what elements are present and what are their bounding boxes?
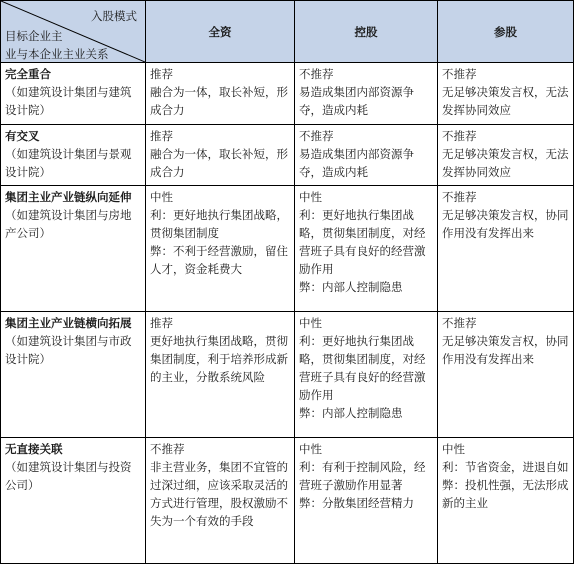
- row-header-example: （如建筑设计集团与投资公司）: [5, 460, 132, 492]
- row-header: [1, 125, 146, 186]
- table-cell: [438, 438, 574, 564]
- cell-text: 更好地执行集团战略，贯彻集团制度，利于培养形成新的主业，分散系统风险: [150, 334, 288, 384]
- cell-rating: 推荐: [150, 67, 173, 81]
- cell-rating: 不推荐: [299, 129, 334, 143]
- cell-rating: 中性: [150, 190, 173, 204]
- cell-pro: 利：更好地执行集团战略，贯彻集团制度: [150, 208, 288, 240]
- table-row: [1, 186, 574, 312]
- row-header-name: 无直接关联: [5, 442, 63, 456]
- row-header-example: （如建筑设计集团与景观设计院）: [5, 147, 132, 179]
- row-header-name: 有交叉: [5, 129, 40, 143]
- row-header-example: （如建筑设计集团与市政设计院）: [5, 334, 132, 366]
- cell-rating: 中性: [299, 442, 322, 456]
- column-header-minority: 参股: [438, 1, 574, 63]
- cell-rating: 不推荐: [442, 190, 477, 204]
- cell-text: 易造成集团内部资源争夺，造成内耗: [299, 147, 414, 179]
- cell-con: 弊：分散集团经营精力: [299, 496, 414, 510]
- cell-rating: 不推荐: [442, 67, 477, 81]
- row-header-name: 集团主业产业链纵向延伸: [5, 190, 132, 204]
- cell-con: 弊：内部人控制隐患: [299, 280, 403, 294]
- table-cell: [295, 186, 438, 312]
- cell-rating: 中性: [299, 190, 322, 204]
- cell-text: 非主营业务，集团不宜管的过深过细，应该采取灵活的方式进行管理，股权激励不失为一个有效的手段: [150, 460, 288, 528]
- cell-rating: 不推荐: [442, 129, 477, 143]
- row-header: [1, 312, 146, 438]
- table-cell: [295, 63, 438, 125]
- cell-rating: 不推荐: [150, 442, 185, 456]
- cell-rating: 中性: [442, 442, 465, 456]
- table-cell: [146, 312, 295, 438]
- cell-con: 弊：内部人控制隐患: [299, 406, 403, 420]
- cell-rating: 推荐: [150, 129, 173, 143]
- table-cell: [146, 186, 295, 312]
- cell-text: 融合为一体，取长补短，形成合力: [150, 85, 288, 117]
- cell-rating: 不推荐: [442, 316, 477, 330]
- cell-con: 弊：不利于经营激励，留住人才，资金耗费大: [150, 244, 288, 276]
- cell-text: 无足够决策发言权，协同作用没有发挥出来: [442, 334, 569, 366]
- row-header-example: （如建筑设计集团与建筑设计院）: [5, 85, 132, 117]
- column-header-holding: 控股: [295, 1, 438, 63]
- cell-text: 易造成集团内部资源争夺，造成内耗: [299, 85, 414, 117]
- table-row: [1, 438, 574, 564]
- table-cell: [146, 63, 295, 125]
- cell-pro: 利：更好地执行集团战略，贯彻集团制度，对经营班子具有良好的经营激励作用: [299, 334, 426, 402]
- row-header: [1, 63, 146, 125]
- cell-rating: 中性: [299, 316, 322, 330]
- column-header-full-ownership: 全资: [146, 1, 295, 63]
- cell-rating: 不推荐: [299, 67, 334, 81]
- table-cell: [438, 312, 574, 438]
- row-header: [1, 438, 146, 564]
- cell-text: 无足够决策发言权，无法发挥协同效应: [442, 85, 569, 117]
- table-cell: [146, 438, 295, 564]
- corner-bottom-line1: 目标企业主: [5, 29, 63, 43]
- cell-pro: 利：更好地执行集团战略，贯彻集团制度，对经营班子具有良好的经营激励作用: [299, 208, 426, 276]
- cell-rating: 推荐: [150, 316, 173, 330]
- row-header: [1, 186, 146, 312]
- corner-top-label: 入股模式: [91, 9, 137, 23]
- table-cell: [295, 438, 438, 564]
- row-header-name: 完全重合: [5, 67, 51, 81]
- row-header-name: 集团主业产业链横向拓展: [5, 316, 132, 330]
- cell-text: 无足够决策发言权，协同作用没有发挥出来: [442, 208, 569, 240]
- corner-bottom-line2: 业与本企业主业关系: [5, 47, 109, 61]
- table-cell: [146, 125, 295, 186]
- cell-pro: 利：节省资金，进退自如: [442, 460, 569, 474]
- table-cell: [295, 312, 438, 438]
- table-cell: [438, 186, 574, 312]
- table-row: [1, 63, 574, 125]
- cell-text: 无足够决策发言权，无法发挥协同效应: [442, 147, 569, 179]
- cell-con: 弊：投机性强，无法形成新的主业: [442, 478, 569, 510]
- table-row: [1, 125, 574, 186]
- diagonal-header-cell: [1, 1, 146, 63]
- table-row: [1, 312, 574, 438]
- cell-text: 融合为一体，取长补短，形成合力: [150, 147, 288, 179]
- table-cell: [438, 63, 574, 125]
- cell-pro: 利：有利于控制风险，经营班子激励作用显著: [299, 460, 426, 492]
- row-header-example: （如建筑设计集团与房地产公司）: [5, 208, 132, 240]
- corner-bottom-label: [5, 27, 109, 63]
- table-cell: [295, 125, 438, 186]
- table-cell: [438, 125, 574, 186]
- header-row: [1, 1, 574, 63]
